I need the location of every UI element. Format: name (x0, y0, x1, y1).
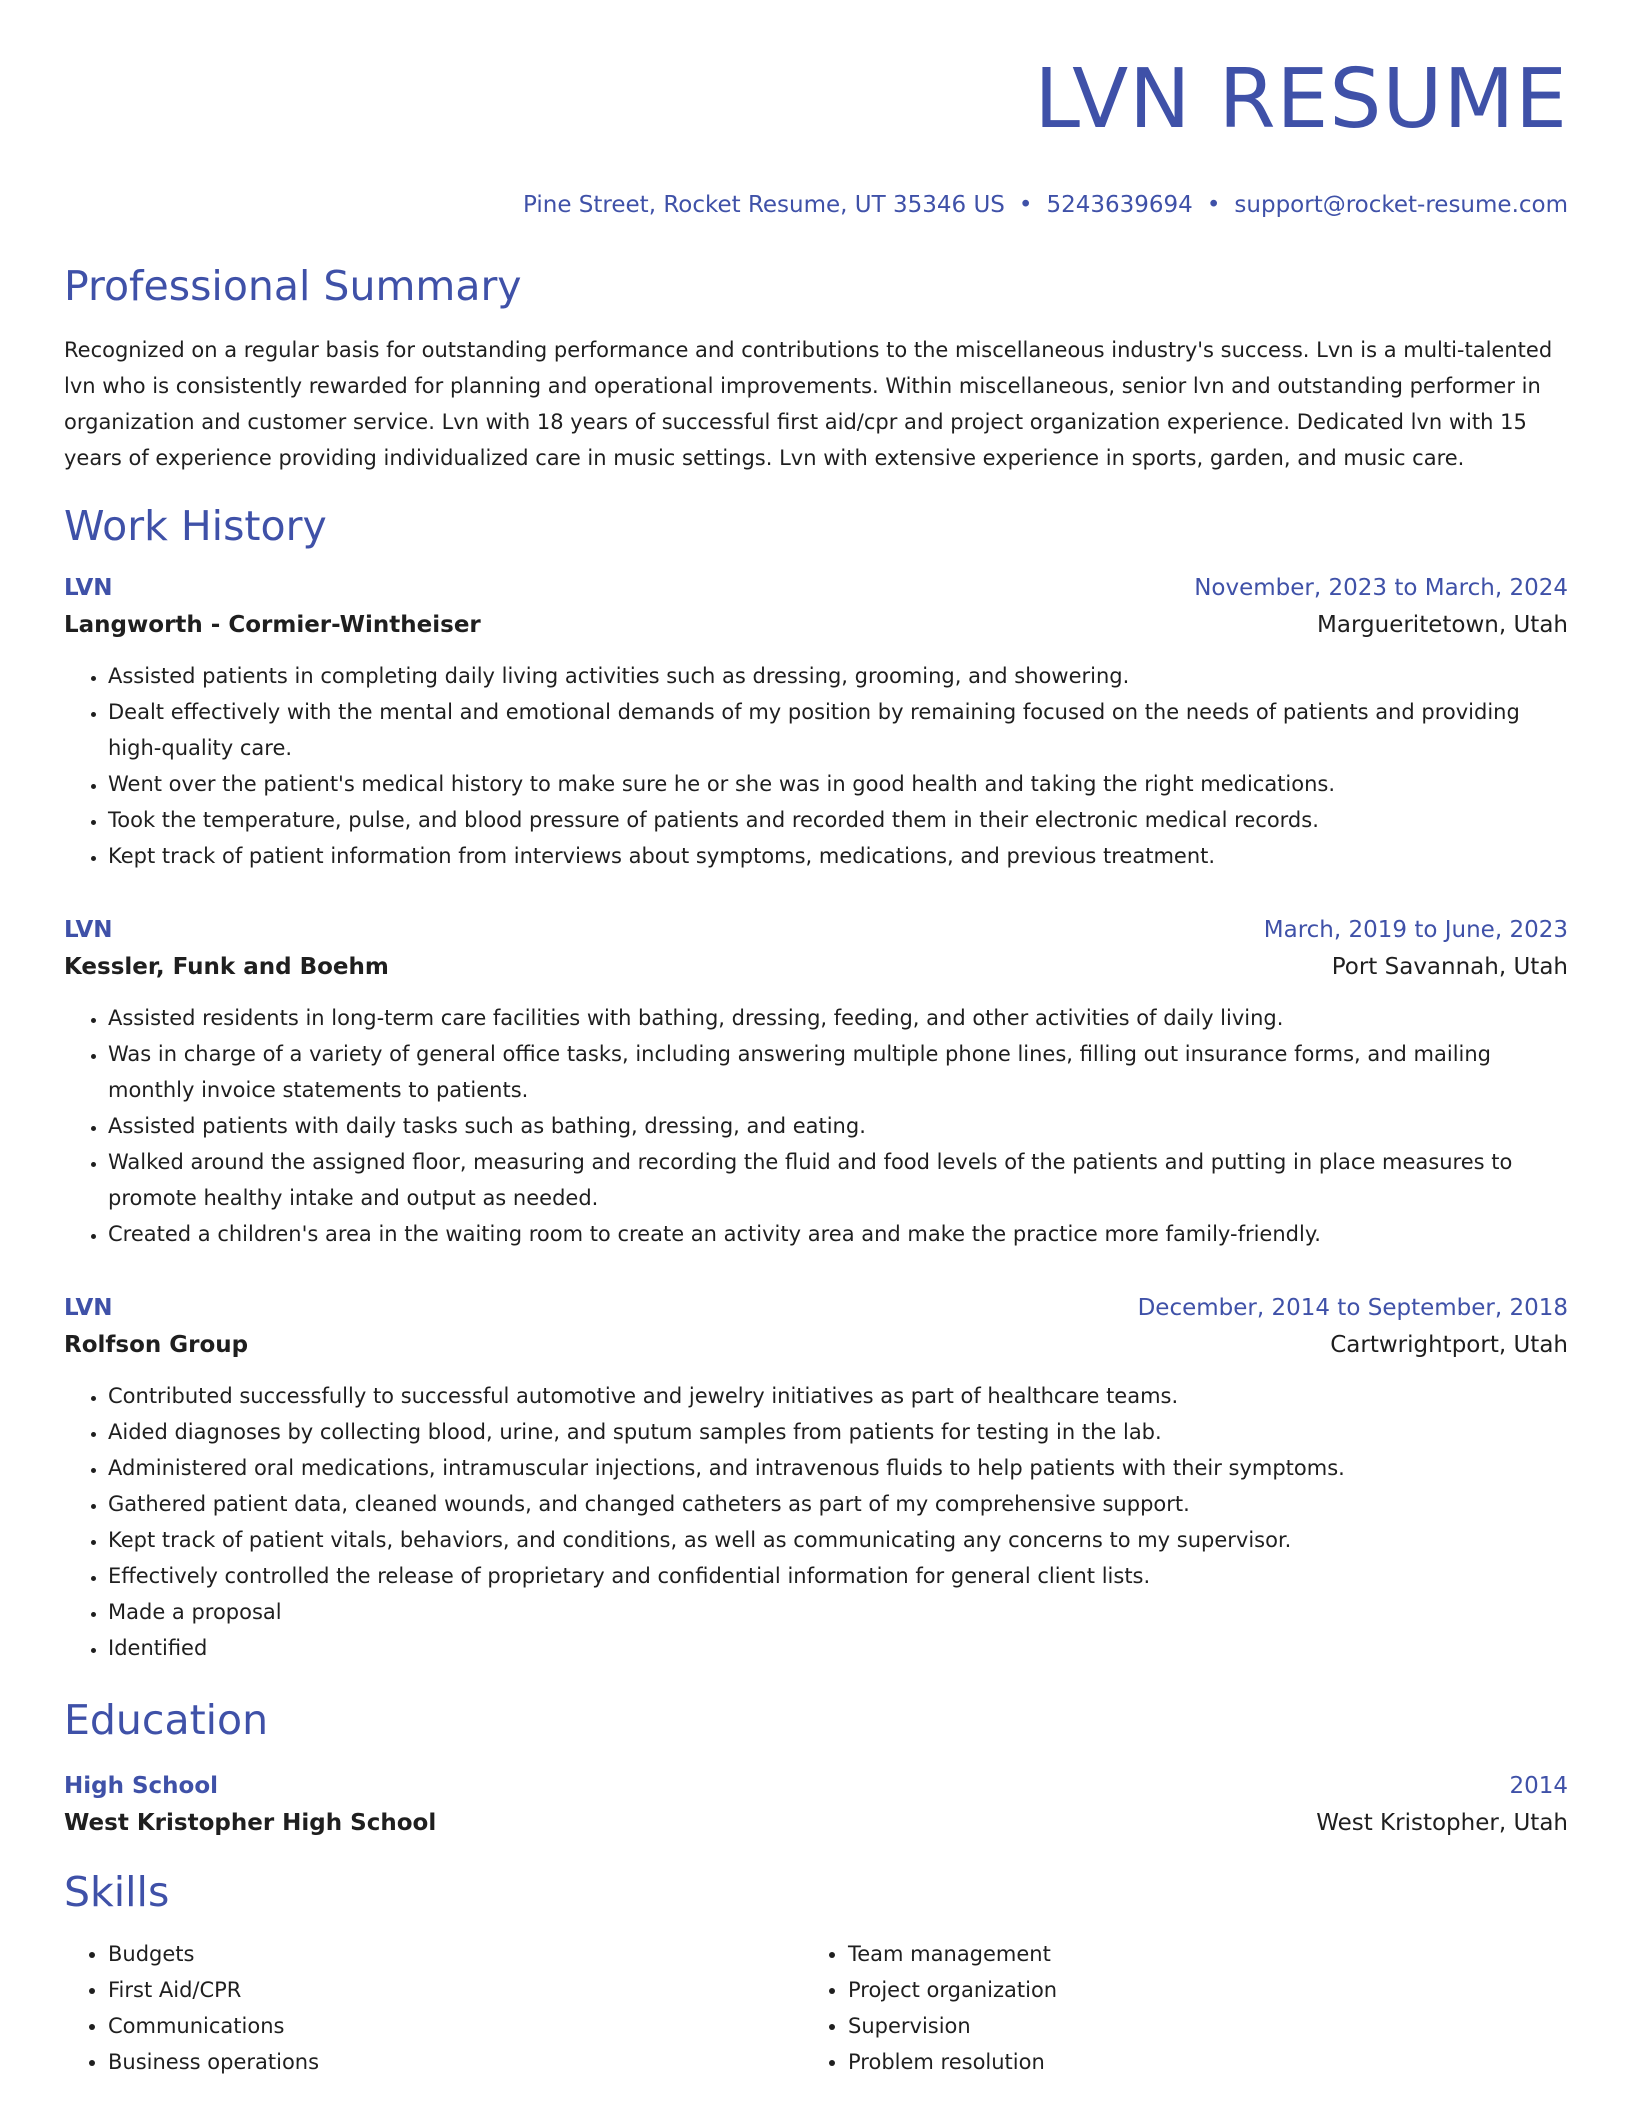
contact-separator: • (1206, 192, 1221, 218)
job-role: LVN (64, 575, 113, 601)
job-bullet: • Assisted patients in completing daily living activities such as dressing, grooming, and showering. (108, 658, 1568, 694)
job-bullet: • Assisted residents in long-term care facilities with bathing, dressing, feeding, and other activities of daily living. (108, 1000, 1568, 1036)
contact-email: support@rocket-resume.com (1234, 192, 1568, 218)
job-bullet: • Went over the patient's medical history to make sure he or she was in good health and taking the right medications. (108, 766, 1568, 802)
education-section (64, 1696, 1568, 1842)
education-school-row (64, 1804, 1568, 1842)
education-heading: Education (64, 1696, 269, 1744)
education-year: 2014 (1509, 1773, 1568, 1799)
summary-heading: Professional Summary (64, 262, 522, 310)
summary-text: Recognized on a regular basis for outstanding performance and contributions to the miscellaneous industry's success. Lvn is a multi-talented lvn who is consistently rewarded for planning and operational improvements. Within miscellaneous, senior lvn and outstanding performer in organization and customer service. Lvn with 18 years of successful first aid/cpr and project organization experience. Dedicated lvn with 15 years of experience providing individualized care in music settings. Lvn with extensive experience in sports, garden, and music care. (64, 338, 1553, 470)
job-company-row (64, 1326, 1568, 1364)
work-history-heading: Work History (64, 502, 327, 550)
job-bullet: • Kept track of patient vitals, behaviors, and conditions, as well as communicating any concerns to my supervisor. (108, 1522, 1568, 1558)
job-header-row (64, 1290, 1568, 1326)
job-bullet: • Walked around the assigned floor, measuring and recording the fluid and food levels of the patients and putting in place measures to promote healthy intake and output as needed. (108, 1144, 1568, 1216)
job-bullet: • Was in charge of a variety of general office tasks, including answering multiple phone lines, filling out insurance forms, and mailing monthly invoice statements to patients. (108, 1036, 1568, 1108)
job-dates: November, 2023 to March, 2024 (1194, 575, 1568, 601)
job-bullet: • Aided diagnoses by collecting blood, urine, and sputum samples from patients for testing in the lab. (108, 1414, 1568, 1450)
job-bullet: • Kept track of patient information from interviews about symptoms, medications, and previous treatment. (108, 838, 1568, 874)
skills-columns (64, 1936, 1568, 2080)
job-location: Cartwrightport, Utah (1330, 1332, 1568, 1358)
job-header-row (64, 912, 1568, 948)
contact-line (64, 190, 1568, 220)
skills-list-right (804, 1936, 1564, 2080)
job-role: LVN (64, 1295, 113, 1321)
job-bullet: • Contributed successfully to successful automotive and jewelry initiatives as part of healthcare teams. (108, 1378, 1568, 1414)
job-company-row (64, 948, 1568, 986)
contact-separator: • (1018, 192, 1033, 218)
skills-list-left (64, 1936, 804, 2080)
skills-heading: Skills (64, 1868, 170, 1916)
education-school: West Kristopher High School (64, 1810, 437, 1836)
contact-phone: 5243639694 (1046, 192, 1193, 218)
skill-item: • Supervision (848, 2008, 1564, 2044)
resume-title: LVN RESUME (1034, 52, 1568, 147)
job-company: Kessler, Funk and Boehm (64, 954, 389, 980)
skill-item: • Team management (848, 1936, 1564, 1972)
skill-item: • Problem resolution (848, 2044, 1564, 2080)
education-entry (64, 1768, 1568, 1842)
skill-item: • Communications (108, 2008, 804, 2044)
work-history-section (64, 502, 1568, 1666)
contact-address: Pine Street, Rocket Resume, UT 35346 US (523, 192, 1005, 218)
job-bullet: • Administered oral medications, intramuscular injections, and intravenous fluids to help patients with their symptoms. (108, 1450, 1568, 1486)
job-entry (64, 1290, 1568, 1666)
skill-item: • Budgets (108, 1936, 804, 1972)
skill-item: • Project organization (848, 1972, 1564, 2008)
job-bullets (64, 1378, 1568, 1666)
job-bullets (64, 658, 1568, 874)
resume-header (64, 52, 1568, 220)
education-header-row (64, 1768, 1568, 1804)
skill-item: • First Aid/CPR (108, 1972, 804, 2008)
job-bullet: • Created a children's area in the waiting room to create an activity area and make the practice more family-friendly. (108, 1216, 1568, 1252)
job-entry (64, 570, 1568, 874)
job-company: Langworth - Cormier-Wintheiser (64, 612, 481, 638)
job-header-row (64, 570, 1568, 606)
job-company-row (64, 606, 1568, 644)
education-location: West Kristopher, Utah (1316, 1810, 1568, 1836)
skill-item: • Business operations (108, 2044, 804, 2080)
job-dates: March, 2019 to June, 2023 (1263, 917, 1568, 943)
job-bullet: • Made a proposal (108, 1594, 1568, 1630)
education-degree: High School (64, 1773, 219, 1799)
job-location: Margueritetown, Utah (1317, 612, 1568, 638)
job-bullet: • Took the temperature, pulse, and blood pressure of patients and recorded them in their electronic medical records. (108, 802, 1568, 838)
job-bullet: • Identified (108, 1630, 1568, 1666)
job-bullet: • Effectively controlled the release of proprietary and confidential information for general client lists. (108, 1558, 1568, 1594)
job-bullet: • Assisted patients with daily tasks such as bathing, dressing, and eating. (108, 1108, 1568, 1144)
job-company: Rolfson Group (64, 1332, 249, 1358)
job-bullet: • Gathered patient data, cleaned wounds, and changed catheters as part of my comprehensive support. (108, 1486, 1568, 1522)
job-bullets (64, 1000, 1568, 1252)
job-location: Port Savannah, Utah (1331, 954, 1568, 980)
job-bullet: • Dealt effectively with the mental and emotional demands of my position by remaining focused on the needs of patients and providing high-quality care. (108, 694, 1568, 766)
summary-section (64, 262, 1568, 476)
job-role: LVN (64, 917, 113, 943)
job-dates: December, 2014 to September, 2018 (1137, 1295, 1568, 1321)
skills-section (64, 1868, 1568, 2080)
job-entry (64, 912, 1568, 1252)
